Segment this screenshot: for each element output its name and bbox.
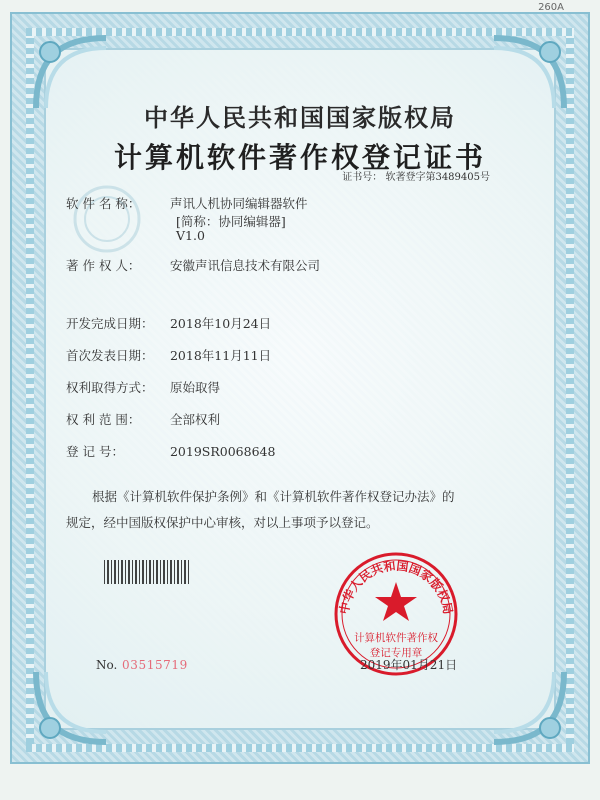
seal-ring-text: 中华人民共和国国家版权局 (336, 558, 456, 616)
scope-label: 权 利 范 围： (66, 412, 141, 427)
pub-date-label: 首次发表日期： (66, 348, 154, 363)
field-acquisition (66, 378, 220, 396)
seal-text-line-2: 登记专用章 (369, 647, 423, 659)
serial-number: 03515719 (122, 658, 188, 672)
field-registration-number (66, 442, 275, 460)
software-name-value: 声讯人机协同编辑器软件 (169, 196, 308, 211)
registration-number-label: 登 记 号： (66, 444, 124, 459)
dev-date-label: 开发完成日期： (66, 316, 154, 331)
pub-date-value: 2018年11月11日 (169, 348, 272, 363)
barcode (104, 560, 190, 584)
legal-statement (66, 484, 546, 536)
legal-statement-line-2: 规定，经中国版权保护中心审核，对以上事项予以登记。 (66, 515, 379, 530)
copyright-owner-value: 安徽声讯信息技术有限公司 (169, 258, 320, 273)
seal-text-line-1: 计算机软件著作权 (354, 632, 438, 644)
software-name-label: 软 件 名 称： (66, 196, 141, 211)
field-scope (66, 410, 220, 428)
certificate-title: 计算机软件著作权登记证书 (113, 141, 486, 174)
issue-date: 2019年01月21日 (360, 658, 458, 672)
corner-handwritten-note: 260A (538, 2, 564, 13)
software-short-name: [简称：协同编辑器] (176, 214, 286, 229)
corner-ornament-bottom-right (486, 664, 572, 750)
acquisition-value: 原始取得 (169, 380, 220, 395)
corner-ornament-bottom-left (28, 664, 114, 750)
registration-number-value: 2019SR0068648 (169, 444, 276, 459)
scope-value: 全部权利 (169, 412, 220, 427)
acquisition-label: 权利取得方式： (66, 380, 154, 395)
serial-label: No. (96, 658, 118, 672)
field-dev-date (66, 314, 271, 332)
field-pub-date (66, 346, 271, 364)
legal-statement-line-1: 根据《计算机软件保护条例》和《计算机软件著作权登记办法》的 (92, 489, 455, 504)
seal-star-icon (375, 582, 417, 621)
issuing-agency: 中华人民共和国国家版权局 (144, 103, 456, 132)
certificate-number: 证书号： 软著登字第3489405号 (342, 172, 490, 183)
field-software-name (66, 194, 308, 212)
dev-date-value: 2018年10月24日 (169, 316, 272, 331)
software-version: V1.0 (176, 228, 205, 243)
field-copyright-owner (66, 256, 320, 274)
copyright-owner-label: 著 作 权 人： (66, 258, 141, 273)
